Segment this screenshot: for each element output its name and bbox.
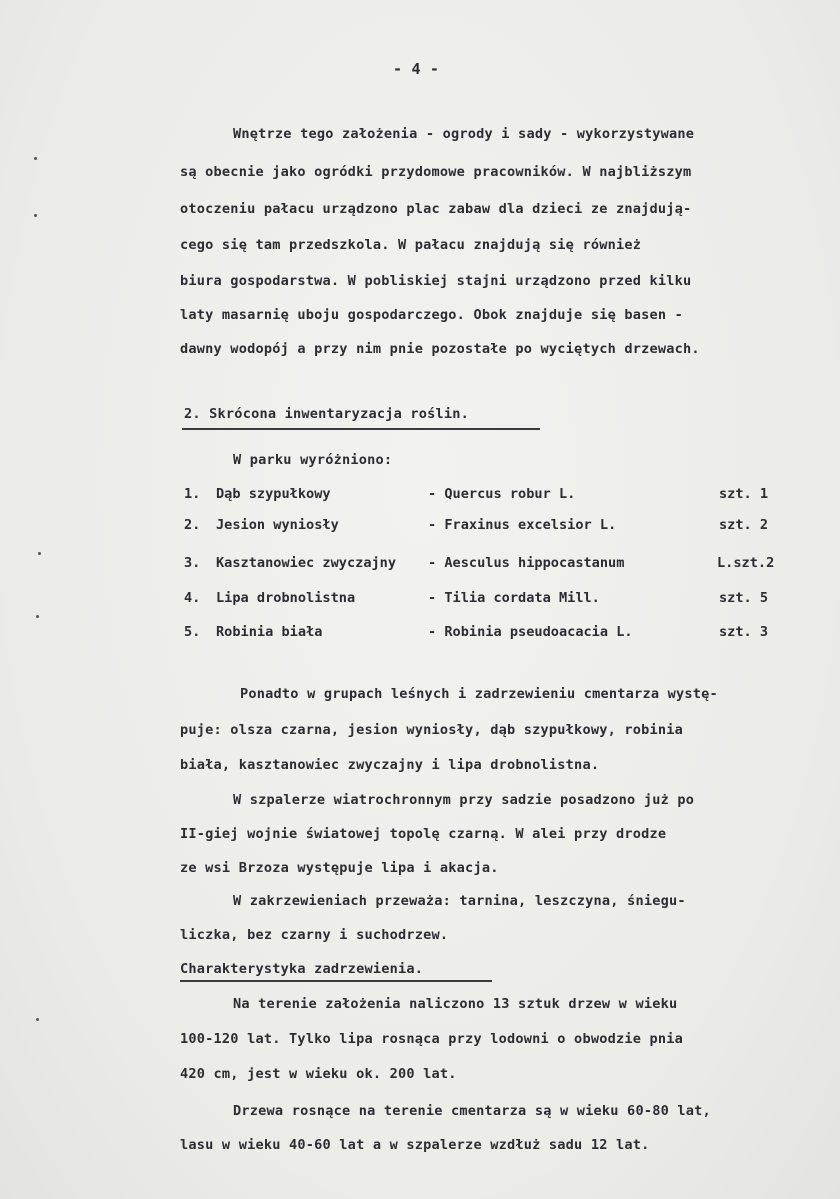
text-line: Drzewa rosnące na terenie cmentarza są w wieku 60-80 lat, <box>233 1103 711 1119</box>
plant-latin: - Tilia cordata Mill. <box>428 590 600 606</box>
margin-speck <box>38 552 41 555</box>
text-line: Ponadto w grupach leśnych i zadrzewieniu cmentarza wystę- <box>240 686 718 702</box>
plant-num: 1. <box>184 486 201 502</box>
text-line: Na terenie założenia naliczono 13 sztuk drzew w wieku <box>233 996 678 1012</box>
text-line: Wnętrze tego założenia - ogrody i sady - wykorzystywane <box>233 126 695 142</box>
plant-row <box>184 624 804 644</box>
plant-name: Dąb szypułkowy <box>216 486 331 502</box>
margin-speck <box>36 615 39 618</box>
plant-qty: szt. 1 <box>719 486 769 502</box>
text-line: W szpalerze wiatrochronnym przy sadzie posadzono już po <box>233 792 695 808</box>
text-line: biura gospodarstwa. W pobliskiej stajni urządzono przed kilku <box>180 273 692 289</box>
section-heading: 2. Skrócona inwentaryzacja roślin. <box>184 406 470 422</box>
text-line: lasu w wieku 40-60 lat a w szpalerze wzdłuż sadu 12 lat. <box>180 1137 650 1153</box>
plant-row <box>184 486 804 506</box>
plant-latin: - Fraxinus excelsior L. <box>428 517 617 533</box>
page-number: - 4 - <box>393 60 440 78</box>
plant-num: 2. <box>184 517 201 533</box>
heading-underline <box>182 428 540 430</box>
plant-qty: szt. 3 <box>719 624 769 640</box>
plant-latin: - Aesculus hippocastanum <box>428 555 625 571</box>
text-line: II-giej wojnie światowej topolę czarną. W alei przy drodze <box>180 826 667 842</box>
plant-row <box>184 517 804 537</box>
text-line: otoczeniu pałacu urządzono plac zabaw dla dzieci ze znajdują- <box>180 201 692 217</box>
plant-num: 5. <box>184 624 201 640</box>
margin-speck <box>34 214 37 217</box>
plant-latin: - Quercus robur L. <box>428 486 576 502</box>
heading-underline <box>180 980 492 982</box>
plant-qty: szt. 2 <box>719 517 769 533</box>
text-line: liczka, bez czarny i suchodrzew. <box>180 927 449 943</box>
plant-latin: - Robinia pseudoacacia L. <box>428 624 633 640</box>
section-heading: Charakterystyka zadrzewienia. <box>180 961 424 977</box>
plant-qty: L.szt.2 <box>717 555 775 571</box>
text-line: cego się tam przedszkola. W pałacu znajdują się również <box>180 237 642 253</box>
margin-speck <box>34 157 37 160</box>
text-line: są obecnie jako ogródki przydomowe pracowników. W najbliższym <box>180 164 692 180</box>
plant-num: 4. <box>184 590 201 606</box>
text-line: 420 cm, jest w wieku ok. 200 lat. <box>180 1066 457 1082</box>
text-line: 100-120 lat. Tylko lipa rosnąca przy lodowni o obwodzie pnia <box>180 1031 684 1047</box>
margin-speck <box>36 1018 39 1021</box>
plant-row <box>184 555 804 575</box>
text-line: dawny wodopój a przy nim pnie pozostałe po wyciętych drzewach. <box>180 341 700 357</box>
plant-num: 3. <box>184 555 201 571</box>
plant-name: Jesion wyniosły <box>216 517 339 533</box>
list-intro: W parku wyróżniono: <box>233 452 393 468</box>
text-line: W zakrzewieniach przeważa: tarnina, leszczyna, śniegu- <box>233 893 686 909</box>
text-line: laty masarnię uboju gospodarczego. Obok znajduje się basen - <box>180 307 684 323</box>
plant-row <box>184 590 804 610</box>
plant-qty: szt. 5 <box>719 590 769 606</box>
text-line: biała, kasztanowiec zwyczajny i lipa drobnolistna. <box>180 757 600 773</box>
text-line: puje: olsza czarna, jesion wyniosły, dąb szypułkowy, robinia <box>180 722 684 738</box>
plant-name: Robinia biała <box>216 624 323 640</box>
plant-name: Lipa drobnolistna <box>216 590 356 606</box>
text-line: ze wsi Brzoza występuje lipa i akacja. <box>180 860 499 876</box>
plant-name: Kasztanowiec zwyczajny <box>216 555 397 571</box>
